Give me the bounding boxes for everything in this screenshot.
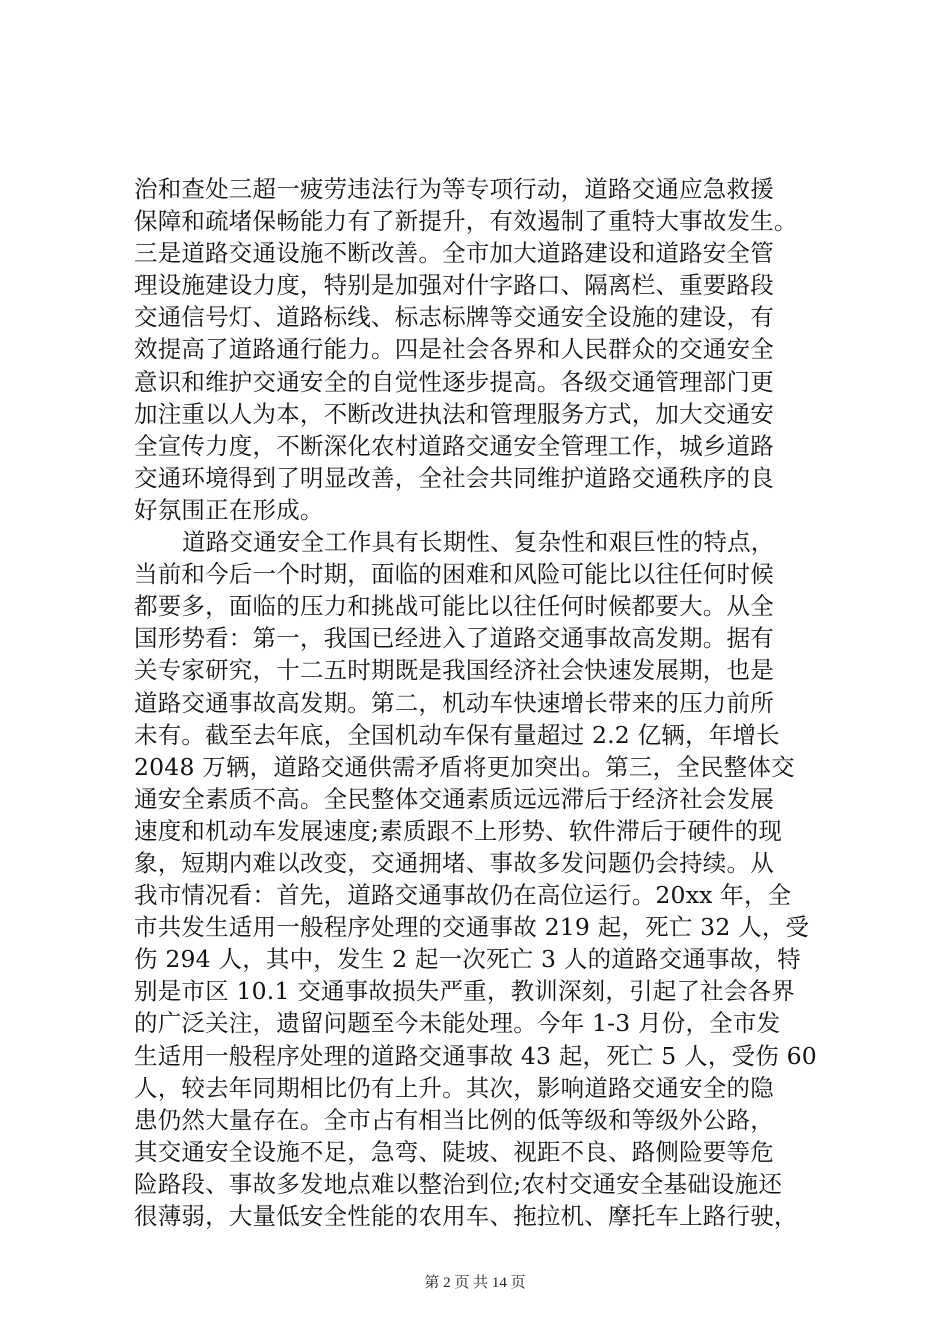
- text-line: 国形势看：第一，我国已经进入了道路交通事故高发期。据有: [134, 624, 774, 653]
- text-line: 别是市区 10.1 交通事故损失严重，教训深刻，引起了社会各界: [134, 977, 795, 1006]
- text-line: 全宣传力度，不断深化农村道路交通安全管理工作，城乡道路: [134, 431, 774, 460]
- text-line: 2048 万辆，道路交通供需矛盾将更加突出。第三，全民整体交: [134, 752, 795, 781]
- text-line: 患仍然大量存在。全市占有相当比例的低等级和等级外公路，: [134, 1105, 774, 1134]
- body-text: [134, 173, 830, 1232]
- text-line: 意识和维护交通安全的自觉性逐步提高。各级交通管理部门更: [134, 367, 774, 396]
- text-line: 交通信号灯、道路标线、标志标牌等交通安全设施的建设，有: [134, 303, 774, 332]
- text-line: 通安全素质不高。全民整体交通素质远远滞后于经济社会发展: [134, 784, 774, 813]
- text-line: 关专家研究，十二五时期既是我国经济社会快速发展期，也是: [134, 656, 774, 685]
- text-line: 保障和疏堵保畅能力有了新提升，有效遏制了重特大事故发生。: [134, 207, 798, 236]
- text-line: 三是道路交通设施不断改善。全市加大道路建设和道路安全管: [134, 239, 774, 268]
- text-line: 都要多，面临的压力和挑战可能比以往任何时候都要大。从全: [134, 592, 774, 621]
- text-line: 交通环境得到了明显改善，全社会共同维护道路交通秩序的良: [134, 463, 774, 492]
- text-line: 险路段、事故多发地点难以整治到位;农村交通安全基础设施还: [134, 1169, 783, 1198]
- text-line: 人，较去年同期相比仍有上升。其次，影响道路交通安全的隐: [134, 1073, 774, 1102]
- text-line: 加注重以人为本，不断改进执法和管理服务方式，加大交通安: [134, 399, 774, 428]
- page-footer: 第 2 页 共 14 页: [424, 1275, 526, 1291]
- text-line: 市共发生适用一般程序处理的交通事故 219 起，死亡 32 人，受: [134, 913, 810, 942]
- text-line: 的广泛关注，遗留问题至今未能处理。今年 1-3 月份，全市发: [134, 1009, 781, 1038]
- text-line: 未有。截至去年底，全国机动车保有量超过 2.2 亿辆，年增长: [134, 720, 780, 749]
- text-line: 效提高了道路通行能力。四是社会各界和人民群众的交通安全: [134, 335, 774, 364]
- text-line: 很薄弱，大量低安全性能的农用车、拖拉机、摩托车上路行驶，: [134, 1202, 798, 1230]
- text-line: 生适用一般程序处理的道路交通事故 43 起，死亡 5 人，受伤 60: [134, 1041, 817, 1070]
- text-line: 理设施建设力度，特别是加强对什字路口、隔离栏、重要路段: [134, 271, 774, 300]
- text-line: 象，短期内难以改变，交通拥堵、事故多发问题仍会持续。从: [134, 848, 774, 877]
- text-line: 伤 294 人，其中，发生 2 起一次死亡 3 人的道路交通事故，特: [134, 945, 801, 974]
- text-line: 治和查处三超一疲劳违法行为等专项行动，道路交通应急救援: [134, 175, 774, 203]
- text-line: 速度和机动车发展速度;素质跟不上形势、软件滞后于硬件的现: [134, 816, 783, 845]
- text-line: 我市情况看：首先，道路交通事故仍在高位运行。20xx 年，全: [134, 881, 792, 910]
- text-line: 当前和今后一个时期，面临的困难和风险可能比以往任何时候: [134, 560, 774, 589]
- text-line: 道路交通安全工作具有长期性、复杂性和艰巨性的特点，: [182, 528, 775, 557]
- text-line: 好氛围正在形成。: [134, 495, 324, 524]
- text-line: 道路交通事故高发期。第二，机动车快速增长带来的压力前所: [134, 688, 774, 717]
- text-line: 其交通安全设施不足，急弯、陡坡、视距不良、路侧险要等危: [134, 1137, 774, 1166]
